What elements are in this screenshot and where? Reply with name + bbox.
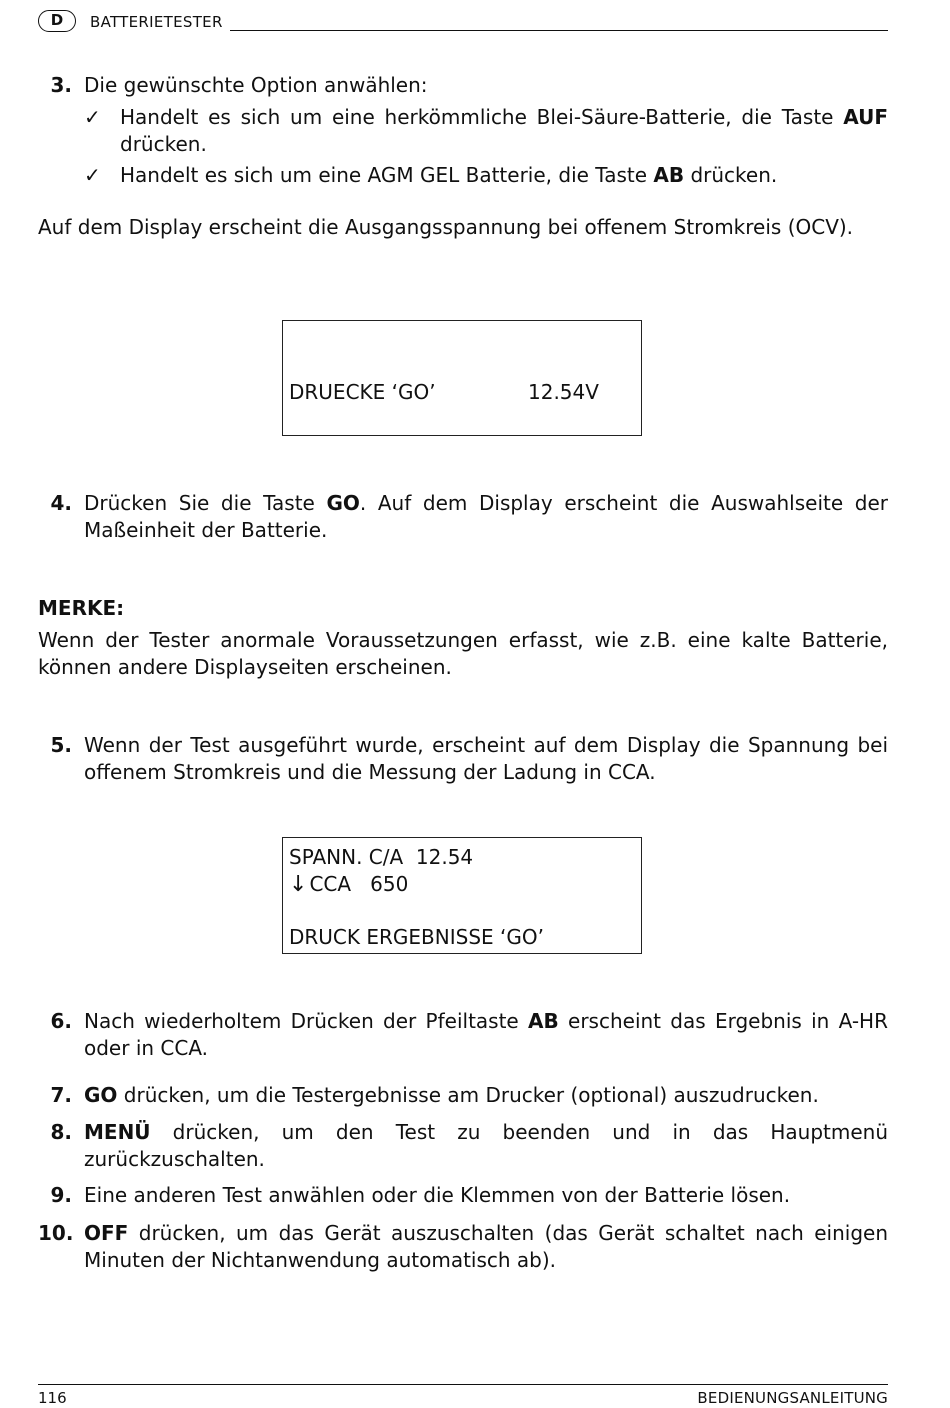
- step-text: Wenn der Test ausgeführt wurde, erscheint auf dem Display die Spannung bei offenem Stromkreis und die Messung der Ladung in CCA.: [84, 733, 888, 784]
- key-auf: AUF: [843, 105, 888, 129]
- step-text: GO drücken, um die Testergebnisse am Drucker (optional) auszudrucken.: [84, 1083, 819, 1107]
- option-agm-gel: [84, 162, 888, 189]
- step-4: [38, 490, 888, 544]
- key-go: GO: [326, 491, 360, 515]
- key-menu: MENÜ: [84, 1120, 151, 1144]
- step-number: 8.: [50, 1120, 72, 1144]
- checkmark-icon: ✓: [84, 163, 101, 187]
- note-text: Wenn der Tester anormale Voraussetzungen erfasst, wie z.B. eine kalte Batterie, können andere Displayseiten erscheinen.: [38, 628, 888, 679]
- footer-title: BEDIENUNGSANLEITUNG: [697, 1389, 888, 1407]
- step-number: 6.: [50, 1009, 72, 1033]
- key-off: OFF: [84, 1221, 129, 1245]
- display-voltage-line: SPANN. C/A 12.54: [289, 845, 474, 869]
- key-ab: AB: [653, 163, 685, 187]
- step-number: 9.: [50, 1183, 72, 1207]
- page-number: 116: [38, 1389, 67, 1407]
- step-text: Die gewünschte Option anwählen:: [84, 73, 428, 97]
- lcd-display-results: [282, 837, 642, 954]
- step-8: [38, 1119, 888, 1173]
- step-text: Drücken Sie die Taste GO. Auf dem Display erscheint die Auswahlseite der Maßeinheit der Batterie.: [84, 491, 888, 542]
- option-lead-acid: [84, 104, 888, 158]
- header-rule: [230, 30, 888, 31]
- footer-rule: [38, 1384, 888, 1385]
- step-text: Nach wiederholtem Drücken der Pfeiltaste AB erscheint das Ergebnis in A-HR oder in CCA.: [84, 1009, 888, 1060]
- step-7: [38, 1082, 888, 1109]
- checkmark-icon: ✓: [84, 105, 101, 129]
- display-voltage: 12.54V: [528, 380, 599, 404]
- step-9: [38, 1182, 888, 1209]
- arrow-down-icon: ↓: [289, 872, 308, 897]
- step-text: OFF drücken, um das Gerät auszuschalten (das Gerät schaltet nach einigen Minuten der Nichtanwendung automatisch ab).: [84, 1221, 888, 1272]
- step-6: [38, 1008, 888, 1062]
- step-number: 3.: [50, 73, 72, 97]
- step-5: [38, 732, 888, 786]
- header-title: BATTERIETESTER: [90, 13, 223, 31]
- display-print-prompt: DRUCK ERGEBNISSE ‘GO’: [289, 925, 544, 949]
- option-text: Handelt es sich um eine herkömmliche Blei-Säure-Batterie, die Taste AUF drücken.: [120, 105, 888, 156]
- step-number: 7.: [50, 1083, 72, 1107]
- step-number: 4.: [50, 491, 72, 515]
- lcd-display-ocv: [282, 320, 642, 436]
- key-go: GO: [84, 1083, 118, 1107]
- step-number: 10.: [38, 1221, 74, 1245]
- key-ab: AB: [528, 1009, 559, 1033]
- page-header: [38, 10, 888, 36]
- step-text: Eine anderen Test anwählen oder die Klemmen von der Batterie lösen.: [84, 1183, 791, 1207]
- option-text: Handelt es sich um eine AGM GEL Batterie, die Taste AB drücken.: [120, 163, 778, 187]
- step-10: [38, 1220, 888, 1274]
- note-title: MERKE:: [38, 596, 125, 620]
- display-cca-line: ↓ CCA 650: [289, 872, 409, 897]
- step-3: [38, 72, 888, 99]
- language-badge: D: [38, 10, 76, 32]
- step-text: MENÜ drücken, um den Test zu beenden und in das Hauptmenü zurückzuschalten.: [84, 1120, 888, 1171]
- display-prompt: DRUECKE ‘GO’: [289, 380, 436, 404]
- step-number: 5.: [50, 733, 72, 757]
- ocv-paragraph: Auf dem Display erscheint die Ausgangsspannung bei offenem Stromkreis (OCV).: [38, 215, 854, 239]
